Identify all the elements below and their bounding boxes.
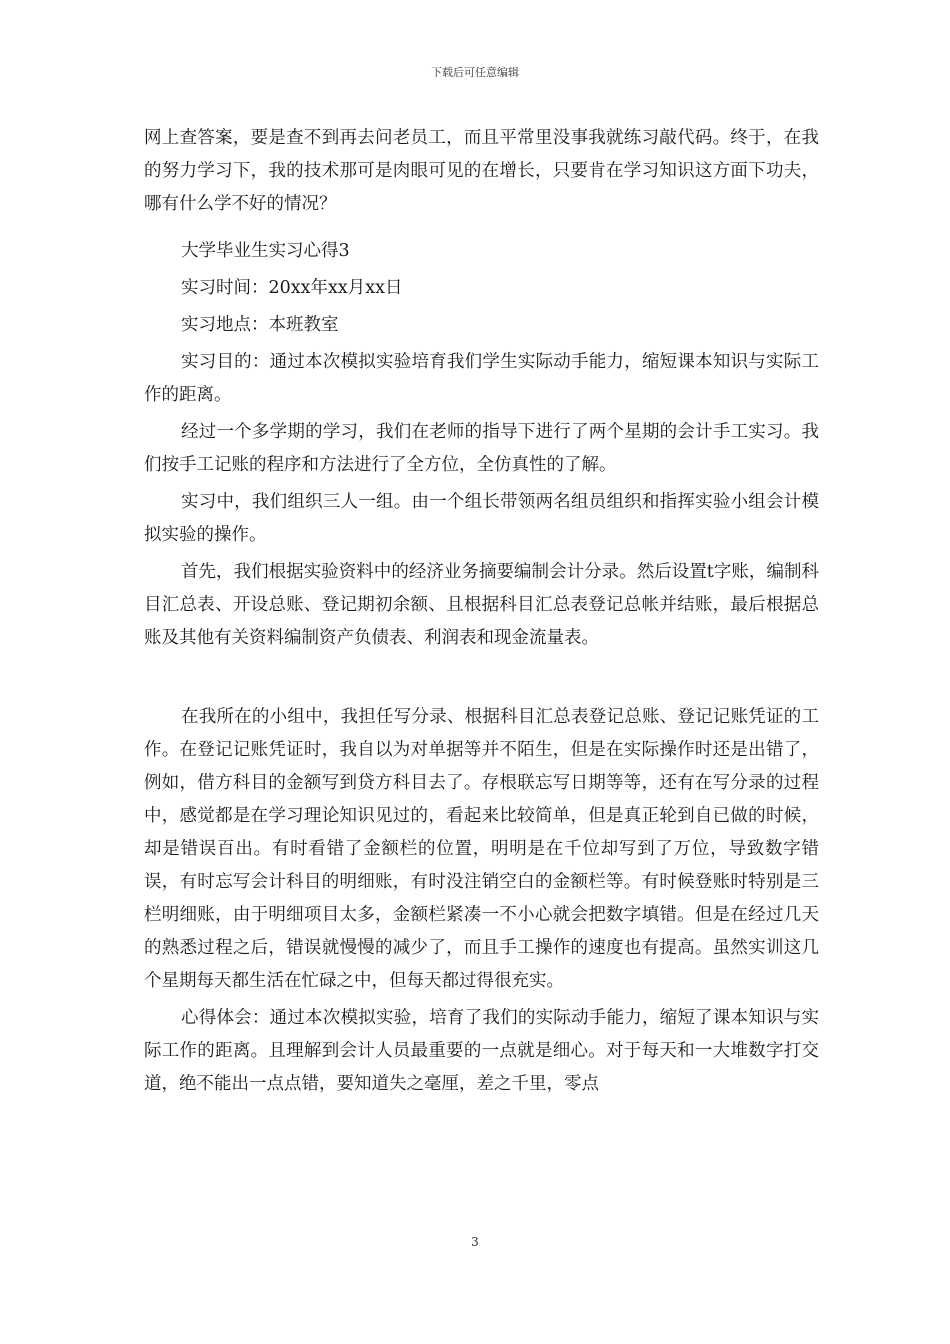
internship-time: 实习时间：20xx年xx月xx日 <box>181 278 403 298</box>
paragraph-group: 实习中，我们组织三人一组。由一个组长带领两名组员组织和指挥实验小组会计模拟实验的操作。 <box>144 492 819 545</box>
paragraph-intro: 经过一个多学期的学习，我们在老师的指导下进行了两个星期的会计手工实习。我们按手工记账的程序和方法进行了全方位，全仿真性的了解。 <box>144 422 819 475</box>
document-body <box>144 122 819 1105</box>
paragraph-my-work: 在我所在的小组中，我担任写分录、根据科目汇总表登记总账、登记记账凭证的工作。在登记记账凭证时，我自以为对单据等并不陌生，但是在实际操作时还是出错了，例如，借方科目的金额写到贷方科目去了。存根联忘写日期等等，还有在写分录的过程中，感觉都是在学习理论知识见过的，看起来比较简单，但是真正轮到自已做的时候，却是错误百出。有时看错了金额栏的位置，明明是在千位却写到了万位，导致数字错误，有时忘写会计科目的明细账，有时没注销空白的金额栏等。有时候登账时特别是三栏明细账，由于明细项目太多，金额栏紧凑一不小心就会把数字填错。但是在经过几天的熟悉过程之后，错误就慢慢的减少了，而且手工操作的速度也有提高。虽然实训这几个星期每天都生活在忙碌之中，但每天都过得很充实。 <box>144 707 819 991</box>
paragraph-reflection: 心得体会：通过本次模拟实验，培育了我们的实际动手能力，缩短了课本知识与实际工作的距离。且理解到会计人员最重要的一点就是细心。对于每天和一大堆数字打交道，绝不能出一点点错，要知道失之毫厘，差之千里，零点 <box>144 1008 819 1094</box>
section-title: 大学毕业生实习心得3 <box>181 241 350 261</box>
internship-purpose: 实习目的：通过本次模拟实验培育我们学生实际动手能力，缩短课本知识与实际工作的距离。 <box>144 352 819 405</box>
internship-location: 实习地点：本班教室 <box>181 315 339 335</box>
page-header: 下载后可任意编辑 <box>431 66 519 79</box>
page-number: 3 <box>471 1235 479 1249</box>
paragraph-continuation: 网上查答案，要是查不到再去问老员工，而且平常里没事我就练习敲代码。终于，在我的努力学习下，我的技术那可是肉眼可见的在增长，只要肯在学习知识这方面下功夫，哪有什么学不好的情况？ <box>144 128 819 214</box>
paragraph-procedure: 首先，我们根据实验资料中的经济业务摘要编制会计分录。然后设置t字账，编制科目汇总表、开设总账、登记期初余额、且根据科目汇总表登记总帐并结账，最后根据总账及其他有关资料编制资产负债表、利润表和现金流量表。 <box>144 562 819 648</box>
